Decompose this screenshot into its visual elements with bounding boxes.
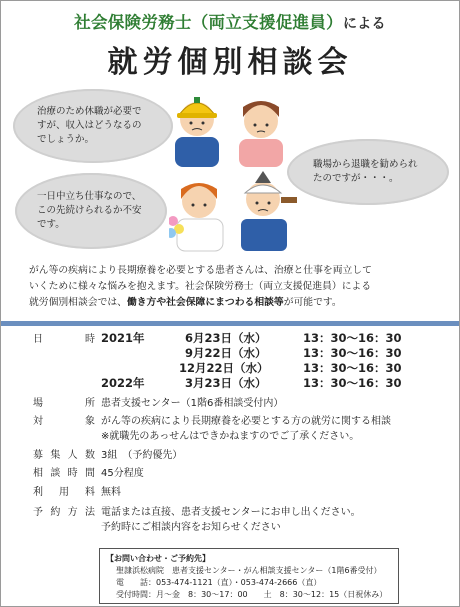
intro-line: いくために様々な悩みを抱えます。社会保険労務士（両立支援促進員）による [29, 281, 372, 292]
schedule-time: 13：30～16：30 [303, 346, 402, 360]
reservation-value: 電話または直接、患者支援センターにお申し出ください。 [101, 507, 361, 518]
florist-figure [169, 183, 223, 251]
fee-label: 利 用 料 [33, 487, 95, 498]
schedule-year: 2022年 [101, 376, 145, 390]
reservation-label: 予 約 方 法 [33, 507, 95, 518]
workers-illustration [169, 85, 299, 255]
schedule-date: 6月23日（水） [185, 331, 267, 345]
contact-hours: 受付時間：月～金 8：30～17：00 土 8：30～12：15（日祝休み） [116, 590, 388, 599]
schedule-date: 9月22日（水） [185, 346, 267, 360]
capacity-value: 3組 （予約優先） [101, 450, 183, 461]
speech-bubble-standing-work [15, 173, 167, 249]
schedule-date: 12月22日（水） [179, 361, 269, 375]
schedule-date: 3月23日（水） [185, 376, 267, 390]
schedule-year: 2021年 [101, 331, 145, 345]
office-worker-figure [239, 101, 283, 167]
carpenter-figure [241, 171, 297, 251]
schedule-time: 13：30～16：30 [303, 376, 402, 390]
contact-title: 【お問い合わせ・ご予約先】 [106, 554, 210, 563]
subtitle-suffix: による [342, 16, 386, 32]
page-title: 就労個別相談会 [107, 45, 353, 80]
speech-bubble-text: 治療のため休職が必要ですが、収入はどうなるのでしょうか。 [37, 106, 142, 145]
place-label: 場 所 [33, 398, 95, 409]
schedule-time: 13：30～16：30 [303, 361, 402, 375]
capacity-label: 募 集 人 数 [33, 450, 95, 461]
intro-line: がん等の疾病により長期療養を必要とする患者さんは、治療と仕事を両立して [29, 265, 372, 276]
speech-bubble-text: 一日中立ち仕事なので、この先続けられるか不安です。 [37, 191, 142, 230]
speech-bubble-leave [13, 89, 173, 163]
intro-paragraph [29, 263, 435, 311]
section-divider [1, 321, 459, 326]
duration-label: 相 談 時 間 [33, 468, 95, 479]
intro-line [29, 295, 435, 311]
contact-hospital: 聖隷浜松病院 患者支援センター・がん相談支援センター（1階6番受付） [116, 566, 382, 575]
speech-bubble-retirement [287, 139, 449, 205]
contact-box [99, 548, 399, 604]
duration-value: 45分程度 [101, 468, 144, 479]
schedule-time: 13：30～16：30 [303, 331, 402, 345]
intro-emphasis: 働き方や社会保障にまつわる相談等 [126, 297, 284, 308]
reservation-note: 予約時にご相談内容をお知らせください [101, 522, 281, 533]
fee-value: 無料 [101, 487, 121, 498]
target-value: がん等の疾病により長期療養を必要とする方の就労に関する相談 [101, 416, 391, 427]
subtitle-heading [1, 9, 459, 33]
target-label: 対 象 [33, 416, 95, 427]
target-note: ※就職先のあっせんはできかねますのでご了承ください。 [101, 431, 360, 442]
construction-worker-figure [175, 97, 219, 167]
date-label: 日 時 [33, 334, 95, 345]
intro-text: が可能です。 [283, 297, 342, 308]
place-value: 患者支援センター（1階6番相談受付内） [101, 398, 284, 409]
speech-bubble-text: 職場から退職を勧められたのですが・・・。 [313, 159, 418, 184]
subtitle-organizer: 社会保険労務士（両立支援促進員） [74, 13, 343, 32]
intro-text: 就労個別相談会では、 [29, 297, 127, 308]
contact-phone: 電 話：053-474-1121（直）・053-474-2666（直） [116, 578, 322, 587]
